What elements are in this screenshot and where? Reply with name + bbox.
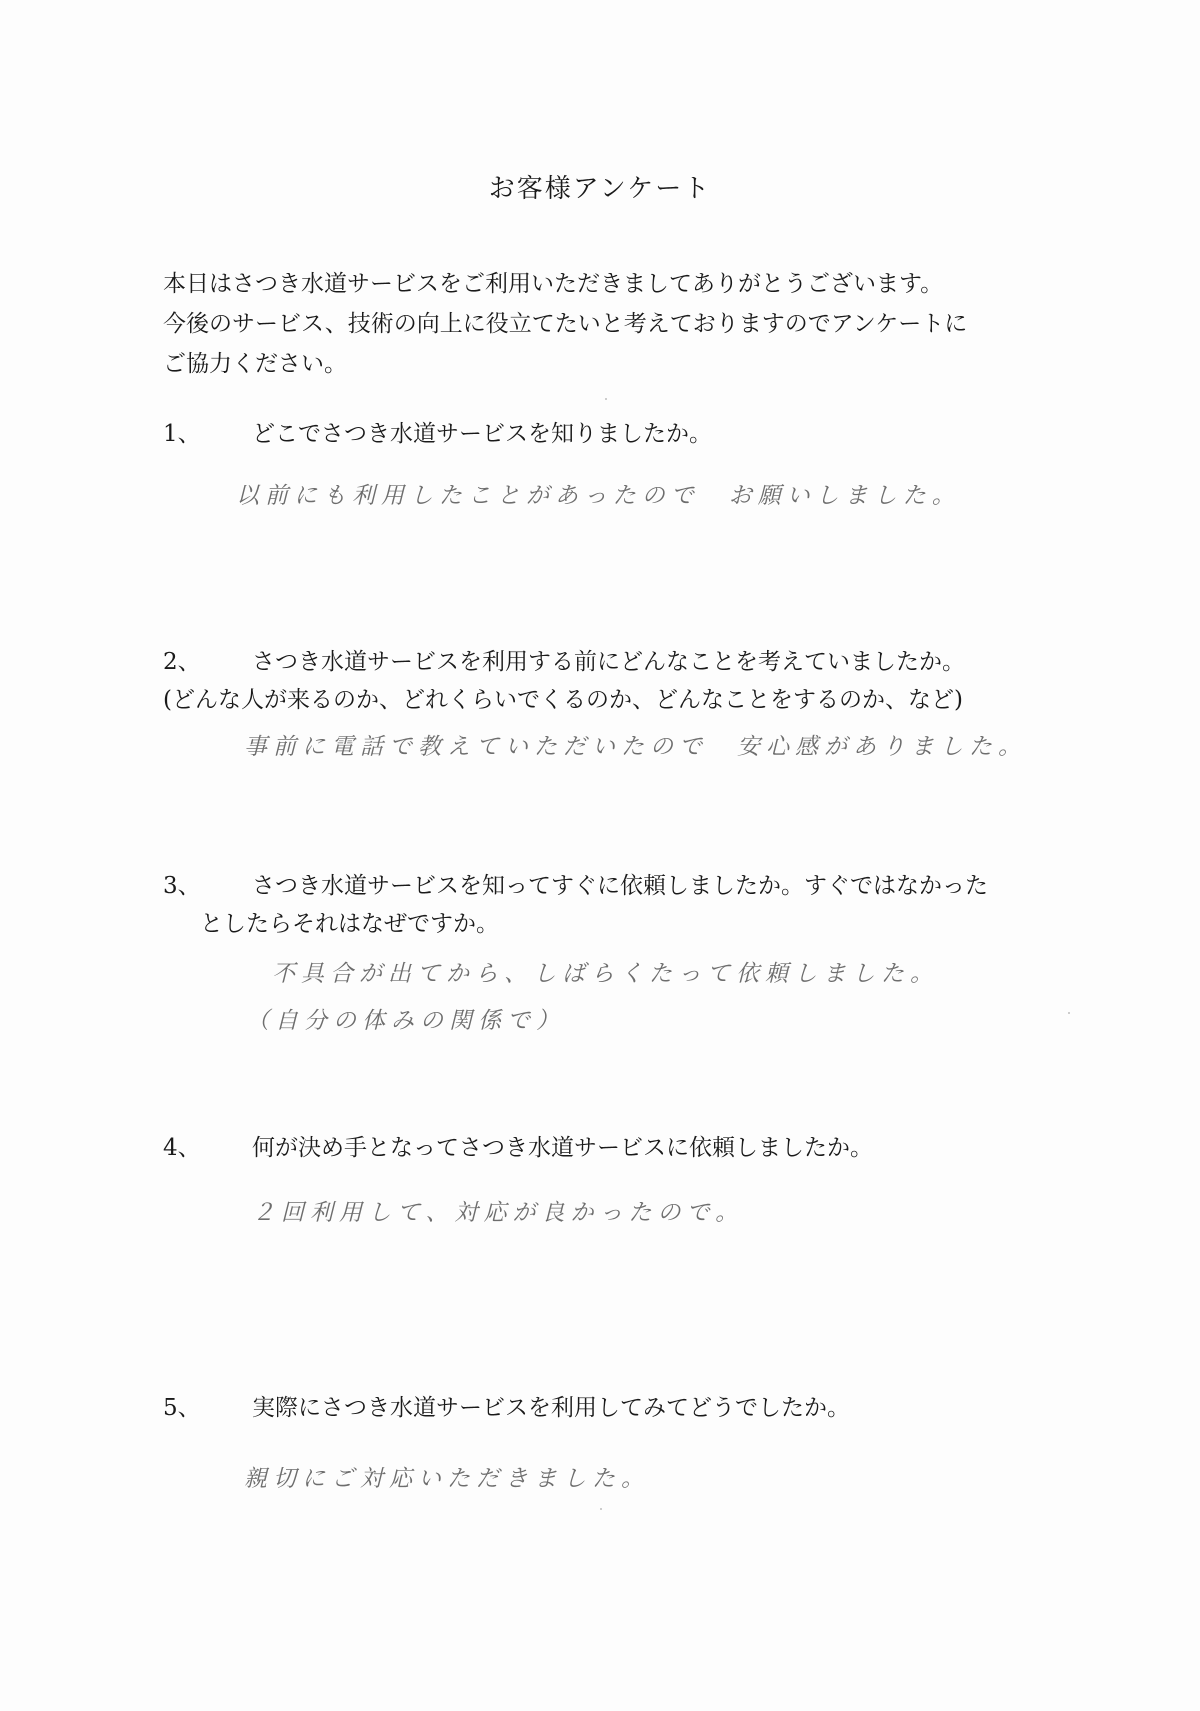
question-number: 3、 (163, 873, 201, 899)
question-number: 2、 (163, 649, 201, 675)
question-text: 実際にさつき水道サービスを利用してみてどうでしたか。 (252, 1395, 850, 1421)
question-subtext: としたらそれはなぜですか。 (200, 911, 499, 937)
question-text: 何が決め手となってさつき水道サービスに依頼しましたか。 (252, 1135, 873, 1161)
handwritten-answer-3: 不具合が出てから、しばらくたって依頼しました。 (272, 961, 939, 987)
handwritten-answer-3-note: （自分の体みの関係で） (246, 1008, 565, 1034)
question-text: さつき水道サービスを知ってすぐに依頼しましたか。すぐではなかった (252, 873, 988, 899)
handwritten-answer-5: 親切にご対応いただきました。 (244, 1466, 650, 1492)
handwritten-answer-4: ２回利用して、対応が良かったので。 (252, 1200, 745, 1226)
question-4 (0, 1128, 1200, 1168)
handwritten-answer-1: 以前にも利用したことがあったので お願いしました。 (236, 483, 961, 509)
question-1 (0, 414, 1200, 454)
question-2 (0, 642, 1200, 722)
intro-text (163, 264, 1063, 384)
question-5 (0, 1388, 1200, 1428)
scan-speck (1068, 1012, 1070, 1014)
question-subtext: (どんな人が来るのか、どれくらいでくるのか、どんなことをするのか、など) (163, 687, 963, 713)
question-text: どこでさつき水道サービスを知りましたか。 (252, 421, 712, 447)
scan-speck (600, 1508, 602, 1510)
scan-speck (605, 398, 607, 400)
question-3 (0, 866, 1200, 946)
question-text: さつき水道サービスを利用する前にどんなことを考えていましたか。 (252, 649, 965, 675)
handwritten-answer-2: 事前に電話で教えていただいたので 安心感がありました。 (244, 734, 1027, 760)
question-number: 5、 (163, 1395, 201, 1421)
question-number: 1、 (163, 421, 201, 447)
question-number: 4、 (163, 1135, 201, 1161)
intro-line: ご協力ください。 (163, 351, 347, 377)
page-title: お客様アンケート (488, 174, 712, 204)
intro-line: 今後のサービス、技術の向上に役立てたいと考えておりますのでアンケートに (163, 311, 968, 337)
intro-line: 本日はさつき水道サービスをご利用いただきましてありがとうございます。 (163, 271, 944, 297)
